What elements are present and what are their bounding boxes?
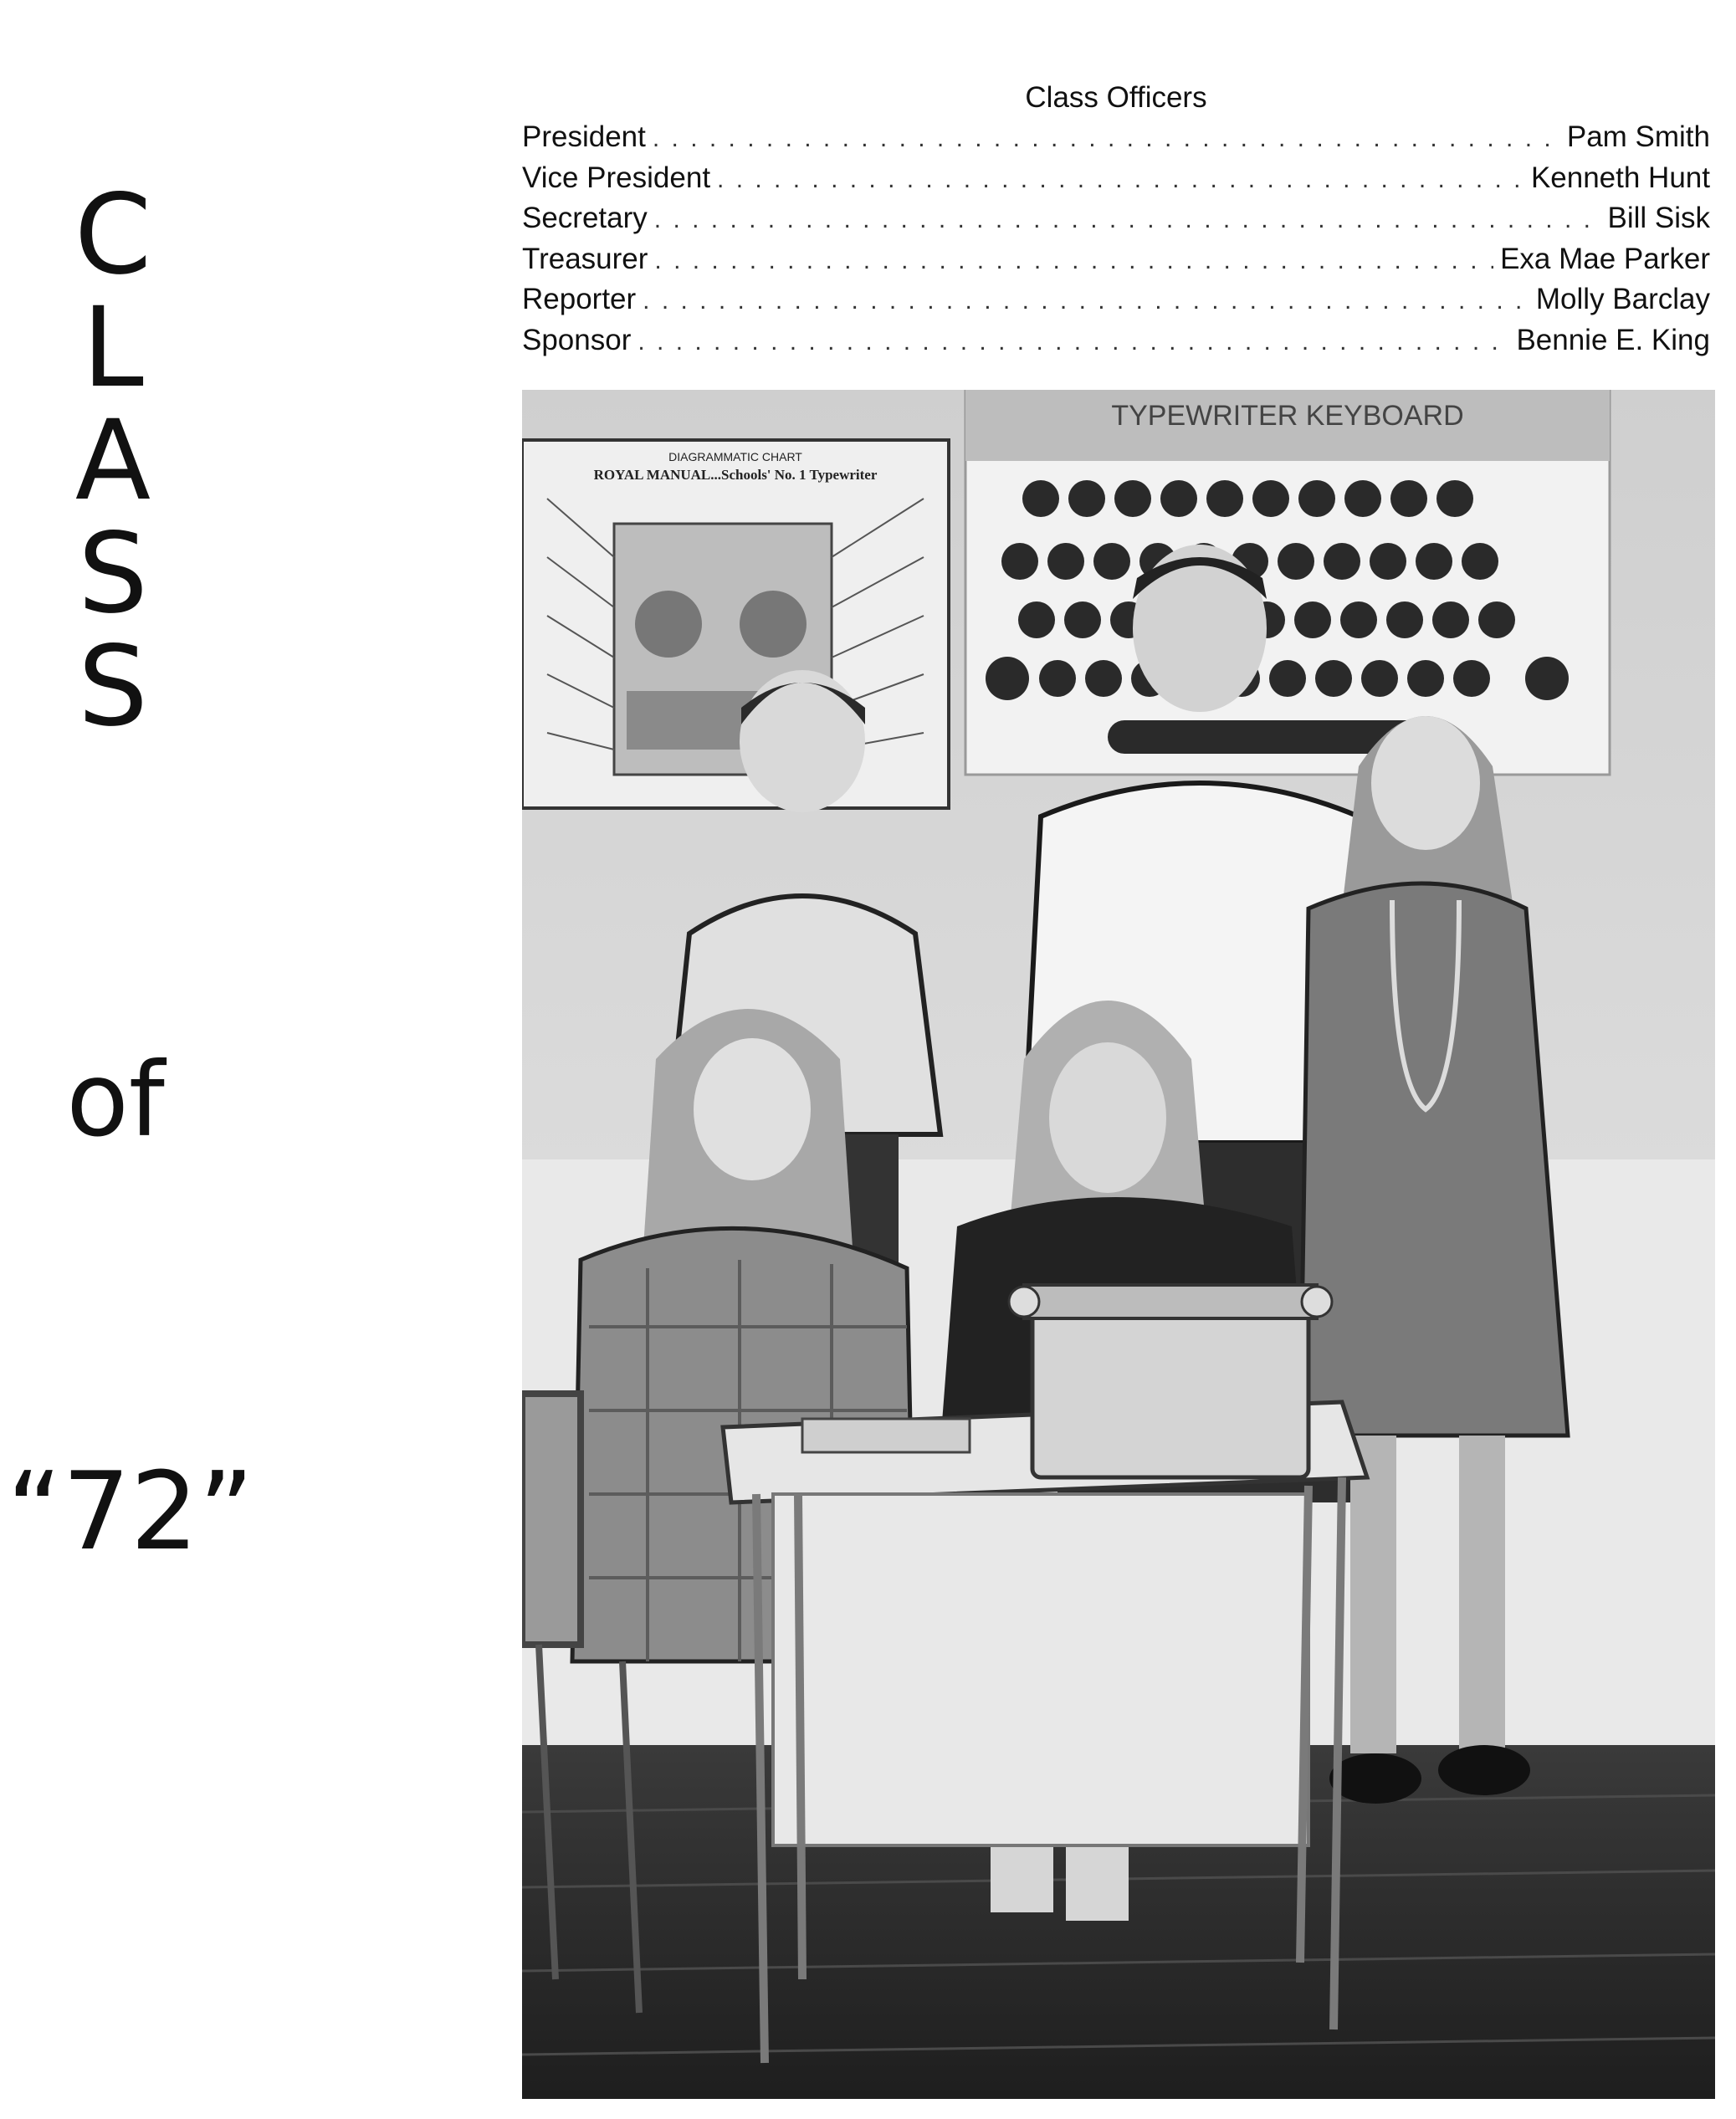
officer-role: Secretary (522, 202, 648, 234)
dot-leader (654, 201, 1601, 240)
officer-row (522, 240, 1710, 281)
dot-leader (654, 242, 1493, 281)
officer-name: Bennie E. King (1516, 323, 1710, 356)
officer-name: Molly Barclay (1535, 283, 1710, 315)
class-officers-photo (522, 390, 1715, 2099)
officer-row (522, 159, 1710, 200)
dot-leader (653, 120, 1560, 159)
photo-illustration (522, 390, 1715, 2099)
title-of: of (66, 1041, 165, 1159)
class-officers-list (522, 79, 1710, 361)
dot-leader (643, 282, 1529, 321)
dot-leader (638, 323, 1509, 362)
typewriter (1009, 1285, 1332, 1477)
officer-name: Bill Sisk (1607, 202, 1710, 234)
title-letter: S (78, 509, 148, 638)
officer-role: Sponsor (522, 323, 632, 356)
officer-role: Treasurer (522, 242, 648, 275)
title-letter: C (74, 171, 152, 299)
class-vertical-title (50, 171, 176, 751)
dot-leader (717, 161, 1524, 200)
officer-name: Exa Mae Parker (1500, 242, 1710, 275)
officer-role: Vice President (522, 161, 711, 194)
officer-row (522, 199, 1710, 240)
officers-heading: Class Officers (1025, 81, 1207, 114)
officer-role: President (522, 120, 646, 153)
title-letter: S (78, 622, 148, 751)
title-year: “72” (7, 1450, 254, 1574)
officer-row (522, 321, 1710, 362)
keyboard-title: TYPEWRITER KEYBOARD (1111, 400, 1464, 432)
officer-name: Pam Smith (1566, 120, 1710, 153)
officer-row (522, 118, 1710, 159)
title-letter: L (82, 284, 144, 412)
poster-heading: DIAGRAMMATIC CHART (668, 450, 802, 463)
officer-role: Reporter (522, 283, 637, 315)
typewriter-keyboard-poster (965, 390, 1610, 775)
poster-subtitle: ROYAL MANUAL...Schools' No. 1 Typewriter (593, 467, 878, 483)
officer-name: Kenneth Hunt (1530, 161, 1710, 194)
title-letter: A (74, 397, 151, 525)
officer-row (522, 280, 1710, 321)
typewriter-diagram-poster (522, 440, 949, 808)
